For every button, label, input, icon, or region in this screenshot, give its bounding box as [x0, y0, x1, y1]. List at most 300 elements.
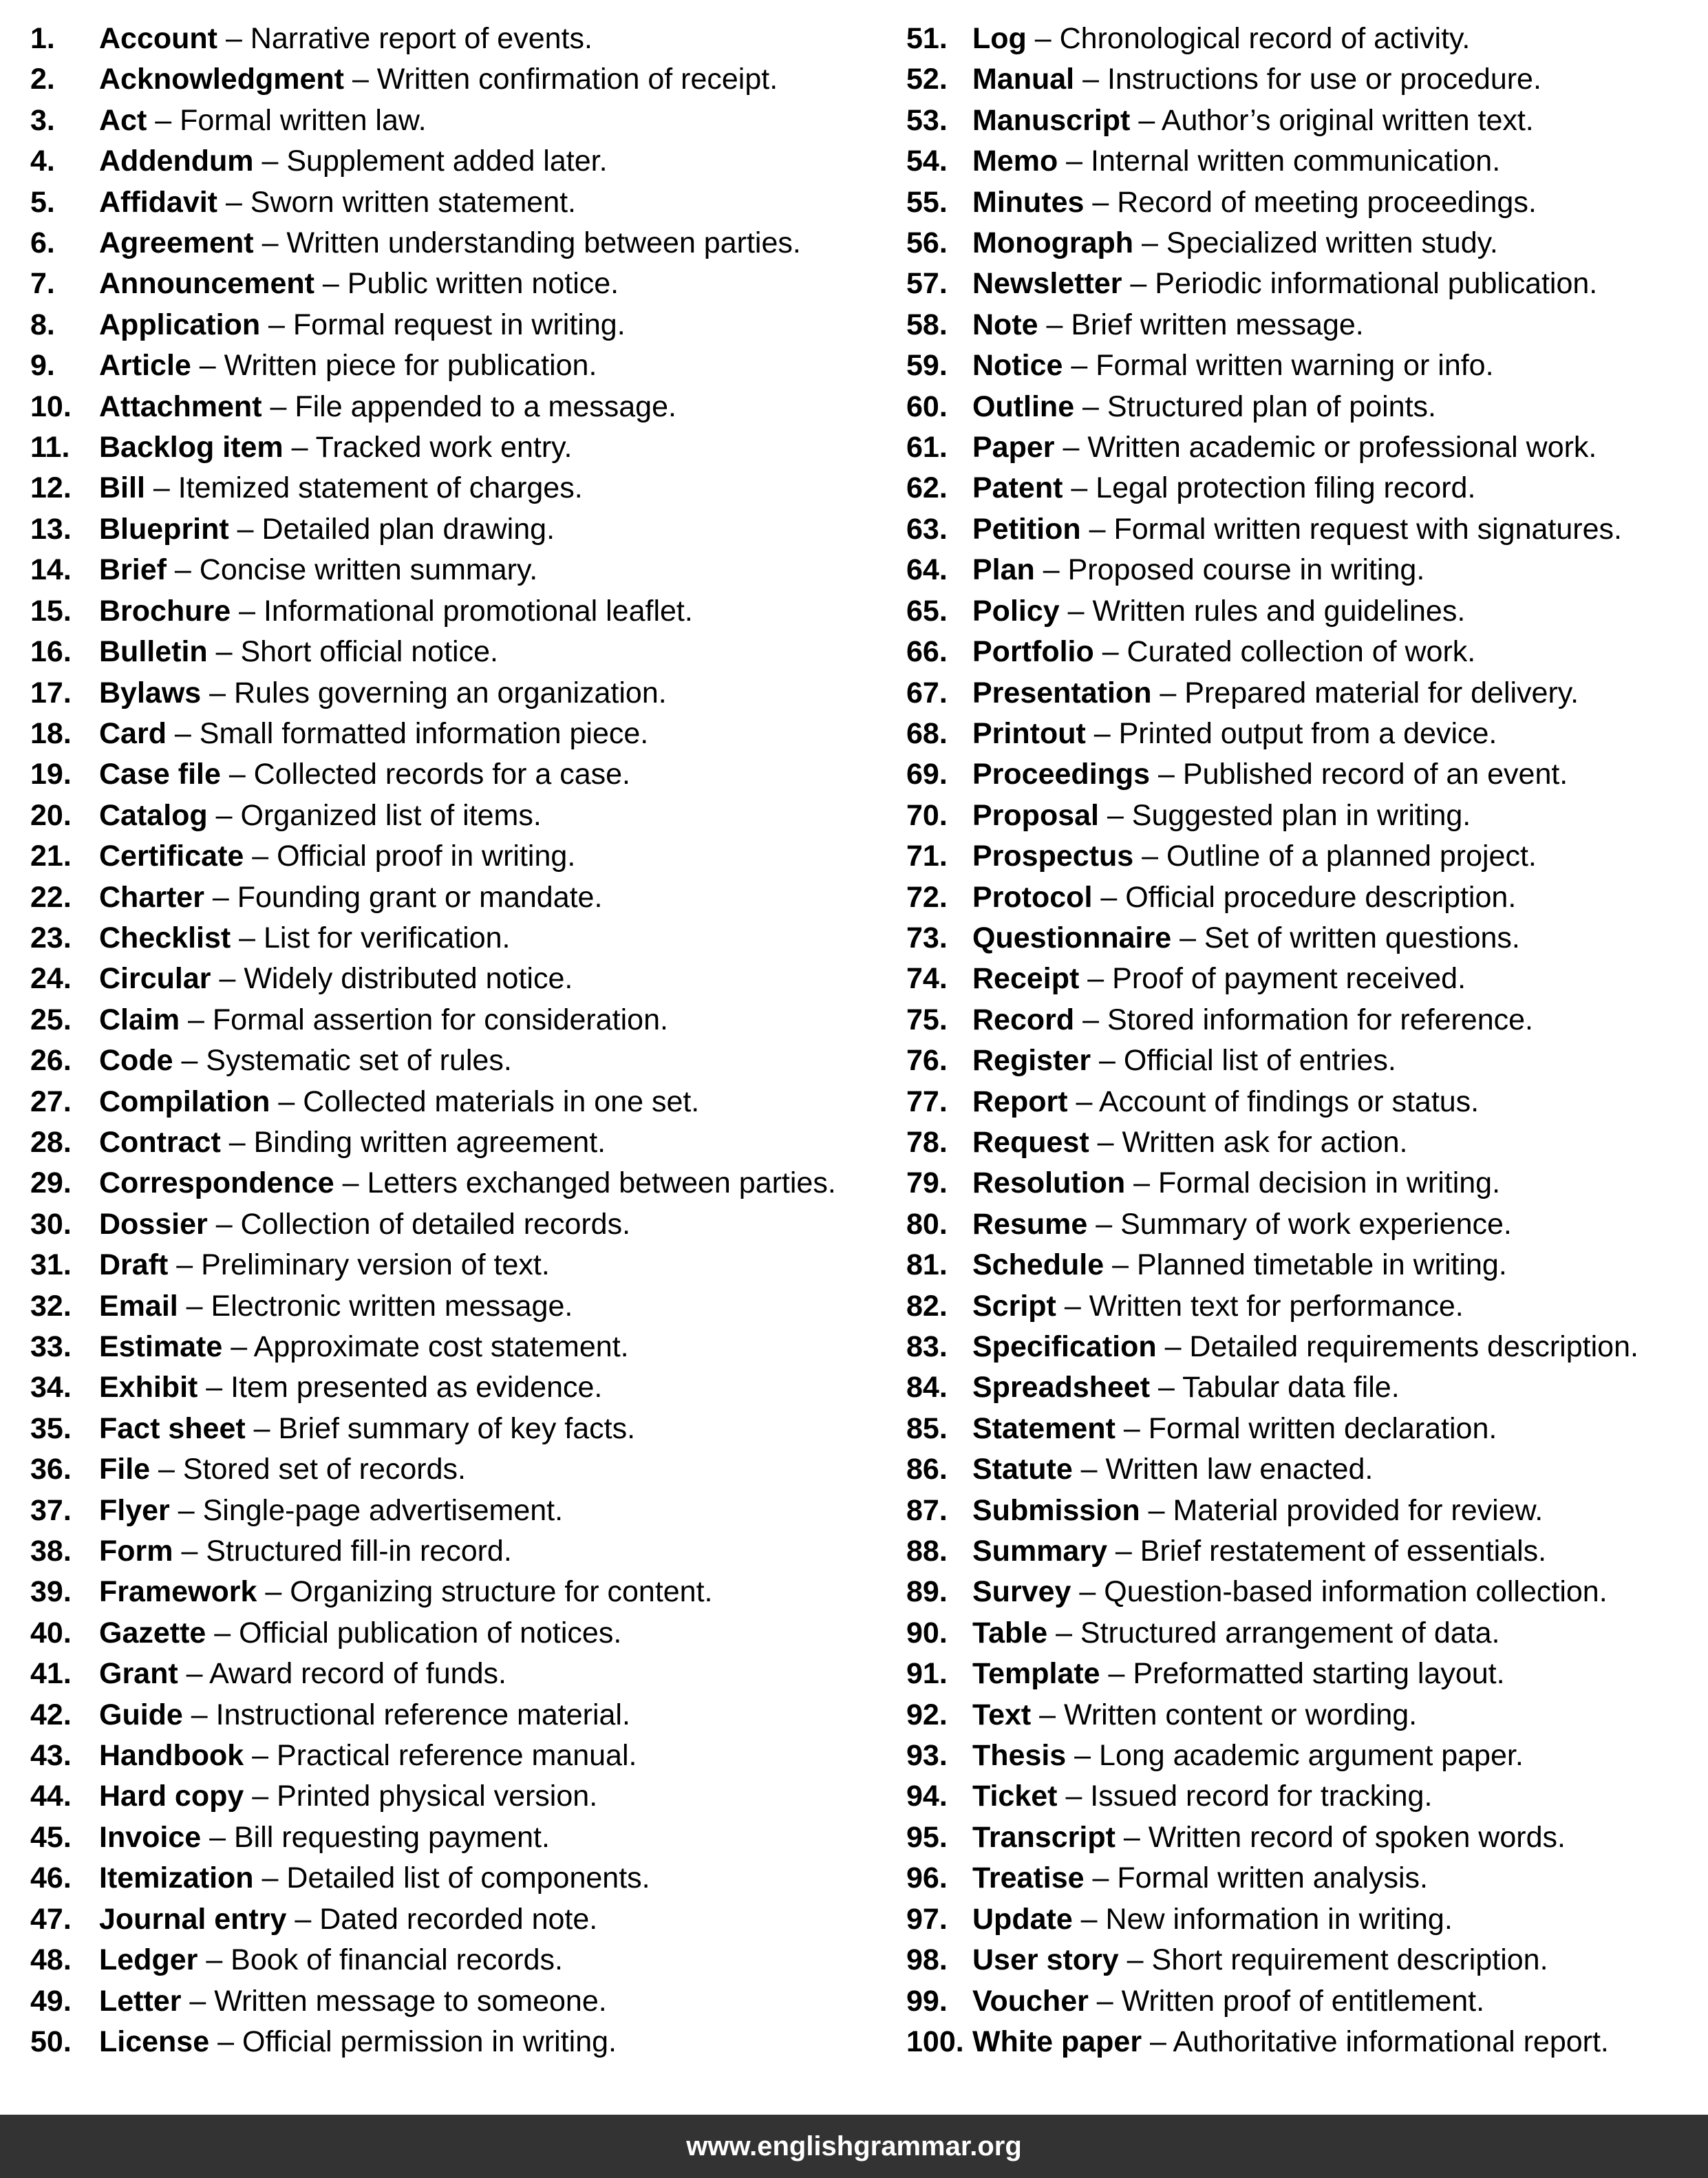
list-item: [906, 1858, 1705, 1899]
item-definition: – Sworn written statement.: [217, 185, 576, 219]
item-term: Resume: [972, 1207, 1088, 1241]
item-term: Handbook: [99, 1739, 244, 1773]
item-definition: – Detailed list of components.: [253, 1861, 650, 1895]
item-term: Form: [99, 1535, 173, 1568]
item-term: Announcement: [99, 267, 314, 301]
item-term: Submission: [972, 1493, 1140, 1527]
item-text: [972, 836, 1537, 877]
item-definition: – Specialized written study.: [1133, 226, 1498, 260]
item-text: [972, 19, 1470, 59]
list-item: [30, 1981, 906, 2022]
list-item: [30, 345, 906, 386]
item-text: [972, 1367, 1400, 1408]
item-term: Minutes: [972, 185, 1085, 219]
list-item: [30, 1327, 906, 1367]
item-text: [99, 1245, 550, 1285]
list-item: [30, 305, 906, 345]
item-number: 93.: [906, 1739, 948, 1773]
item-definition: – Formal decision in writing.: [1125, 1166, 1501, 1200]
item-text: [972, 427, 1597, 468]
item-text: [972, 550, 1424, 590]
item-number: 33.: [30, 1330, 72, 1363]
item-text: [972, 796, 1471, 836]
list-item: [30, 714, 906, 754]
list-item: [30, 141, 906, 182]
item-definition: – Written message to someone.: [181, 1984, 607, 2018]
item-term: Record: [972, 1003, 1075, 1036]
list-item: [906, 1491, 1705, 1531]
item-text: [99, 19, 593, 59]
item-number: 54.: [906, 145, 948, 178]
item-number: 36.: [30, 1453, 72, 1486]
item-text: [972, 1040, 1396, 1081]
item-definition: – Bill requesting payment.: [201, 1820, 550, 1854]
item-definition: – Brief written message.: [1038, 308, 1364, 341]
list-item: [30, 1449, 906, 1490]
item-definition: – Written law enacted.: [1072, 1453, 1374, 1486]
item-definition: – Written understanding between parties.: [253, 226, 801, 260]
item-term: Article: [99, 349, 191, 383]
item-term: Invoice: [99, 1820, 202, 1854]
item-text: [972, 223, 1498, 264]
item-text: [972, 468, 1475, 509]
item-term: Presentation: [972, 676, 1152, 709]
item-definition: – List for verification.: [231, 921, 511, 954]
item-term: Manual: [972, 63, 1075, 96]
list-column-left: [30, 19, 906, 2062]
item-term: Protocol: [972, 880, 1093, 914]
item-text: [99, 1858, 650, 1899]
list-item: [30, 1491, 906, 1531]
list-item: [30, 754, 906, 795]
item-number: 45.: [30, 1820, 72, 1854]
list-item: [30, 632, 906, 672]
item-definition: – Small formatted information piece.: [166, 716, 649, 750]
item-number: 72.: [906, 880, 948, 914]
list-item: [906, 1695, 1705, 1736]
item-number: 48.: [30, 1943, 72, 1977]
item-number: 32.: [30, 1289, 72, 1323]
item-text: [99, 796, 542, 836]
list-item: [906, 264, 1705, 304]
list-item: [30, 1858, 906, 1899]
list-item: [906, 1367, 1705, 1408]
list-item: [906, 141, 1705, 182]
item-text: [99, 1613, 621, 1654]
item-term: Bylaws: [99, 676, 202, 709]
item-number: 6.: [30, 226, 55, 260]
list-item: [906, 305, 1705, 345]
item-term: Brochure: [99, 594, 231, 628]
item-term: Flyer: [99, 1493, 170, 1527]
item-definition: – Written ask for action.: [1089, 1125, 1408, 1159]
item-definition: – Binding written agreement.: [220, 1125, 606, 1159]
item-text: [99, 1531, 512, 1572]
list-item: [906, 427, 1705, 468]
item-number: 100.: [906, 2025, 964, 2058]
item-term: Monograph: [972, 226, 1134, 260]
item-term: Attachment: [99, 389, 262, 423]
item-text: [99, 1736, 637, 1776]
item-text: [99, 1899, 597, 1940]
item-text: [99, 387, 676, 427]
item-text: [99, 509, 555, 550]
list-item: [30, 1940, 906, 1981]
item-term: Itemization: [99, 1861, 254, 1895]
item-definition: – Organizing structure for content.: [257, 1575, 713, 1609]
list-item: [906, 550, 1705, 590]
item-term: Ticket: [972, 1780, 1058, 1813]
list-item: [30, 673, 906, 714]
item-term: Manuscript: [972, 103, 1131, 137]
item-text: [99, 591, 693, 632]
item-term: Contract: [99, 1125, 221, 1159]
item-term: Specification: [972, 1330, 1157, 1363]
item-definition: – Electronic written message.: [178, 1289, 573, 1323]
item-definition: – Written confirmation of receipt.: [344, 63, 778, 96]
item-term: Card: [99, 716, 167, 750]
item-number: 61.: [906, 431, 948, 465]
item-number: 50.: [30, 2025, 72, 2058]
item-number: 78.: [906, 1125, 948, 1159]
item-definition: – Long academic argument paper.: [1066, 1739, 1524, 1773]
list-item: [906, 223, 1705, 264]
item-term: Statute: [972, 1453, 1073, 1486]
item-text: [99, 59, 778, 100]
item-number: 92.: [906, 1698, 948, 1731]
item-term: Hard copy: [99, 1780, 244, 1813]
list-item: [30, 223, 906, 264]
item-number: 73.: [906, 921, 948, 954]
item-term: Petition: [972, 512, 1081, 546]
item-definition: – Published record of an event.: [1150, 758, 1568, 791]
list-item: [906, 1981, 1705, 2022]
list-item: [906, 1817, 1705, 1858]
item-term: Blueprint: [99, 512, 229, 546]
item-term: Case file: [99, 758, 221, 791]
item-text: [99, 1082, 699, 1122]
item-text: [972, 1000, 1533, 1040]
item-number: 28.: [30, 1125, 72, 1159]
list-item: [30, 387, 906, 427]
item-definition: – Chronological record of activity.: [1026, 22, 1471, 55]
item-text: [972, 100, 1534, 141]
item-text: [972, 1613, 1499, 1654]
item-definition: – Collected materials in one set.: [270, 1085, 700, 1118]
item-definition: – Founding grant or mandate.: [204, 880, 603, 914]
item-number: 19.: [30, 758, 72, 791]
item-term: Statement: [972, 1411, 1115, 1445]
item-number: 55.: [906, 185, 948, 219]
item-number: 4.: [30, 145, 55, 178]
item-number: 7.: [30, 267, 55, 301]
list-item: [30, 1736, 906, 1776]
item-number: 74.: [906, 962, 948, 996]
item-text: [99, 673, 667, 714]
list-item: [906, 714, 1705, 754]
list-item: [906, 2022, 1705, 2062]
list-item: [906, 1572, 1705, 1612]
item-text: [972, 877, 1516, 918]
item-term: Claim: [99, 1003, 180, 1036]
item-term: Catalog: [99, 798, 208, 832]
item-number: 88.: [906, 1535, 948, 1568]
item-number: 51.: [906, 22, 948, 55]
item-term: Letter: [99, 1984, 182, 2018]
item-number: 60.: [906, 389, 948, 423]
item-text: [972, 1327, 1638, 1367]
item-text: [972, 305, 1364, 345]
item-definition: – Record of meeting proceedings.: [1084, 185, 1537, 219]
item-term: Guide: [99, 1698, 183, 1731]
item-term: Log: [972, 22, 1027, 55]
item-number: 14.: [30, 553, 72, 587]
item-definition: – Narrative report of events.: [217, 22, 593, 55]
item-definition: – Detailed plan drawing.: [228, 512, 555, 546]
item-definition: – Question-based information collection.: [1071, 1575, 1608, 1609]
item-number: 95.: [906, 1820, 948, 1854]
list-item: [30, 591, 906, 632]
item-number: 9.: [30, 349, 55, 383]
list-item: [906, 1409, 1705, 1449]
list-item: [906, 100, 1705, 141]
list-item: [30, 509, 906, 550]
item-number: 89.: [906, 1575, 948, 1609]
item-term: Circular: [99, 962, 211, 996]
list-item: [906, 1082, 1705, 1122]
item-number: 90.: [906, 1616, 948, 1649]
item-definition: – Collection of detailed records.: [207, 1207, 631, 1241]
list-item: [906, 1613, 1705, 1654]
list-item: [906, 754, 1705, 795]
item-term: Resolution: [972, 1166, 1126, 1200]
item-definition: – Formal written warning or info.: [1063, 349, 1494, 383]
list-item: [906, 345, 1705, 386]
item-term: Treatise: [972, 1861, 1085, 1895]
item-term: Draft: [99, 1248, 169, 1282]
item-text: [972, 1286, 1464, 1327]
item-definition: – Collected records for a case.: [220, 758, 630, 791]
list-item: [30, 1286, 906, 1327]
item-definition: – Structured fill-in record.: [173, 1535, 512, 1568]
item-term: Agreement: [99, 226, 254, 260]
item-number: 53.: [906, 103, 948, 137]
item-number: 10.: [30, 389, 72, 423]
item-term: Receipt: [972, 962, 1080, 996]
item-text: [972, 1245, 1507, 1285]
list-item: [30, 468, 906, 509]
item-text: [972, 509, 1622, 550]
list-item: [906, 509, 1705, 550]
item-number: 16.: [30, 635, 72, 669]
item-text: [99, 1286, 573, 1327]
list-item: [30, 796, 906, 836]
item-definition: – Planned timetable in writing.: [1104, 1248, 1507, 1282]
list-item: [906, 918, 1705, 959]
item-number: 86.: [906, 1453, 948, 1486]
item-text: [99, 632, 498, 672]
item-term: Acknowledgment: [99, 63, 344, 96]
item-term: Script: [972, 1289, 1056, 1323]
item-number: 31.: [30, 1248, 72, 1282]
item-text: [99, 1981, 607, 2022]
item-number: 38.: [30, 1535, 72, 1568]
list-item: [30, 877, 906, 918]
item-text: [99, 1122, 606, 1163]
item-term: Account: [99, 22, 217, 55]
item-term: Paper: [972, 431, 1055, 465]
item-term: Certificate: [99, 840, 244, 873]
item-definition: – Official proof in writing.: [244, 840, 576, 873]
item-number: 37.: [30, 1493, 72, 1527]
list-column-right: [906, 19, 1705, 2062]
item-definition: – Issued record for tracking.: [1057, 1780, 1433, 1813]
item-number: 44.: [30, 1780, 72, 1813]
item-term: Survey: [972, 1575, 1071, 1609]
item-text: [99, 1776, 597, 1817]
list-item: [906, 1204, 1705, 1245]
list-item: [30, 1531, 906, 1572]
item-term: Framework: [99, 1575, 257, 1609]
item-text: [972, 918, 1520, 959]
item-text: [99, 1491, 563, 1531]
item-text: [972, 1082, 1479, 1122]
list-item: [30, 1776, 906, 1817]
item-definition: – Printed physical version.: [244, 1780, 598, 1813]
item-term: File: [99, 1453, 151, 1486]
item-definition: – Detailed requirements description.: [1156, 1330, 1638, 1363]
item-number: 67.: [906, 676, 948, 709]
list-item: [906, 1286, 1705, 1327]
list-item: [906, 182, 1705, 223]
item-definition: – Book of financial records.: [198, 1943, 563, 1977]
list-item: [30, 2022, 906, 2062]
item-text: [972, 754, 1568, 795]
item-number: 8.: [30, 308, 55, 341]
item-text: [99, 754, 630, 795]
item-term: Proposal: [972, 798, 1099, 832]
item-number: 66.: [906, 635, 948, 669]
item-definition: – Formal request in writing.: [260, 308, 626, 341]
item-text: [99, 1572, 713, 1612]
list-item: [30, 1613, 906, 1654]
item-definition: – Approximate cost statement.: [222, 1330, 629, 1363]
item-number: 79.: [906, 1166, 948, 1200]
item-text: [972, 1654, 1505, 1694]
item-definition: – Structured plan of points.: [1074, 389, 1436, 423]
item-definition: – New information in writing.: [1072, 1902, 1453, 1936]
item-text: [972, 264, 1597, 304]
item-term: Proceedings: [972, 758, 1151, 791]
footer-url: www.englishgrammar.org: [686, 2131, 1022, 2161]
list-item: [906, 468, 1705, 509]
item-number: 76.: [906, 1044, 948, 1078]
list-item: [906, 673, 1705, 714]
item-definition: – Tracked work entry.: [283, 431, 573, 465]
item-term: Email: [99, 1289, 178, 1323]
item-number: 94.: [906, 1780, 948, 1813]
item-number: 5.: [30, 185, 55, 219]
item-number: 62.: [906, 471, 948, 505]
item-number: 40.: [30, 1616, 72, 1649]
item-definition: – Material provided for review.: [1140, 1493, 1544, 1527]
item-text: [99, 1695, 630, 1736]
item-term: Plan: [972, 553, 1035, 587]
list-item: [906, 591, 1705, 632]
item-definition: – Single-page advertisement.: [169, 1493, 564, 1527]
list-item: [906, 796, 1705, 836]
item-text: [99, 100, 427, 141]
item-term: Application: [99, 308, 261, 341]
item-number: 34.: [30, 1371, 72, 1405]
item-term: Register: [972, 1044, 1091, 1078]
item-text: [99, 223, 801, 264]
item-definition: – Set of written questions.: [1171, 921, 1520, 954]
item-term: Act: [99, 103, 147, 137]
list-item: [906, 1163, 1705, 1204]
list-item: [30, 100, 906, 141]
item-text: [99, 877, 602, 918]
item-number: 24.: [30, 962, 72, 996]
list-item: [906, 1776, 1705, 1817]
item-number: 69.: [906, 758, 948, 791]
list-item: [906, 1940, 1705, 1981]
item-definition: – Written rules and guidelines.: [1059, 594, 1466, 628]
list-item: [30, 59, 906, 100]
item-term: Prospectus: [972, 840, 1134, 873]
item-definition: – Official procedure description.: [1092, 880, 1517, 914]
item-definition: – Organized list of items.: [207, 798, 542, 832]
item-definition: – Official permission in writing.: [209, 2025, 617, 2058]
item-text: [972, 182, 1537, 223]
item-definition: – Short official notice.: [207, 635, 498, 669]
list-item: [30, 959, 906, 999]
item-number: 96.: [906, 1861, 948, 1895]
list-item: [906, 959, 1705, 999]
item-number: 29.: [30, 1166, 72, 1200]
item-number: 56.: [906, 226, 948, 260]
item-definition: – Formal written analysis.: [1084, 1861, 1428, 1895]
item-definition: – Formal written request with signatures.: [1080, 512, 1622, 546]
item-term: Text: [972, 1698, 1032, 1731]
item-number: 42.: [30, 1698, 72, 1731]
item-definition: – Proof of payment received.: [1079, 962, 1466, 996]
item-text: [972, 632, 1475, 672]
item-definition: – Legal protection filing record.: [1063, 471, 1476, 505]
item-number: 47.: [30, 1902, 72, 1936]
item-term: Journal entry: [99, 1902, 287, 1936]
item-number: 82.: [906, 1289, 948, 1323]
item-term: Estimate: [99, 1330, 223, 1363]
list-item: [30, 1654, 906, 1694]
item-term: Summary: [972, 1535, 1107, 1568]
item-number: 83.: [906, 1330, 948, 1363]
item-definition: – Preformatted starting layout.: [1100, 1657, 1505, 1691]
item-term: Addendum: [99, 145, 254, 178]
item-text: [99, 1940, 563, 1981]
item-number: 27.: [30, 1085, 72, 1118]
item-number: 63.: [906, 512, 948, 546]
item-text: [972, 1449, 1373, 1490]
list-item: [906, 836, 1705, 877]
item-text: [99, 836, 575, 877]
item-number: 18.: [30, 716, 72, 750]
item-definition: – Printed output from a device.: [1085, 716, 1497, 750]
item-text: [972, 1204, 1512, 1245]
item-number: 30.: [30, 1207, 72, 1241]
item-text: [972, 1981, 1484, 2022]
item-definition: – Instructional reference material.: [182, 1698, 630, 1731]
